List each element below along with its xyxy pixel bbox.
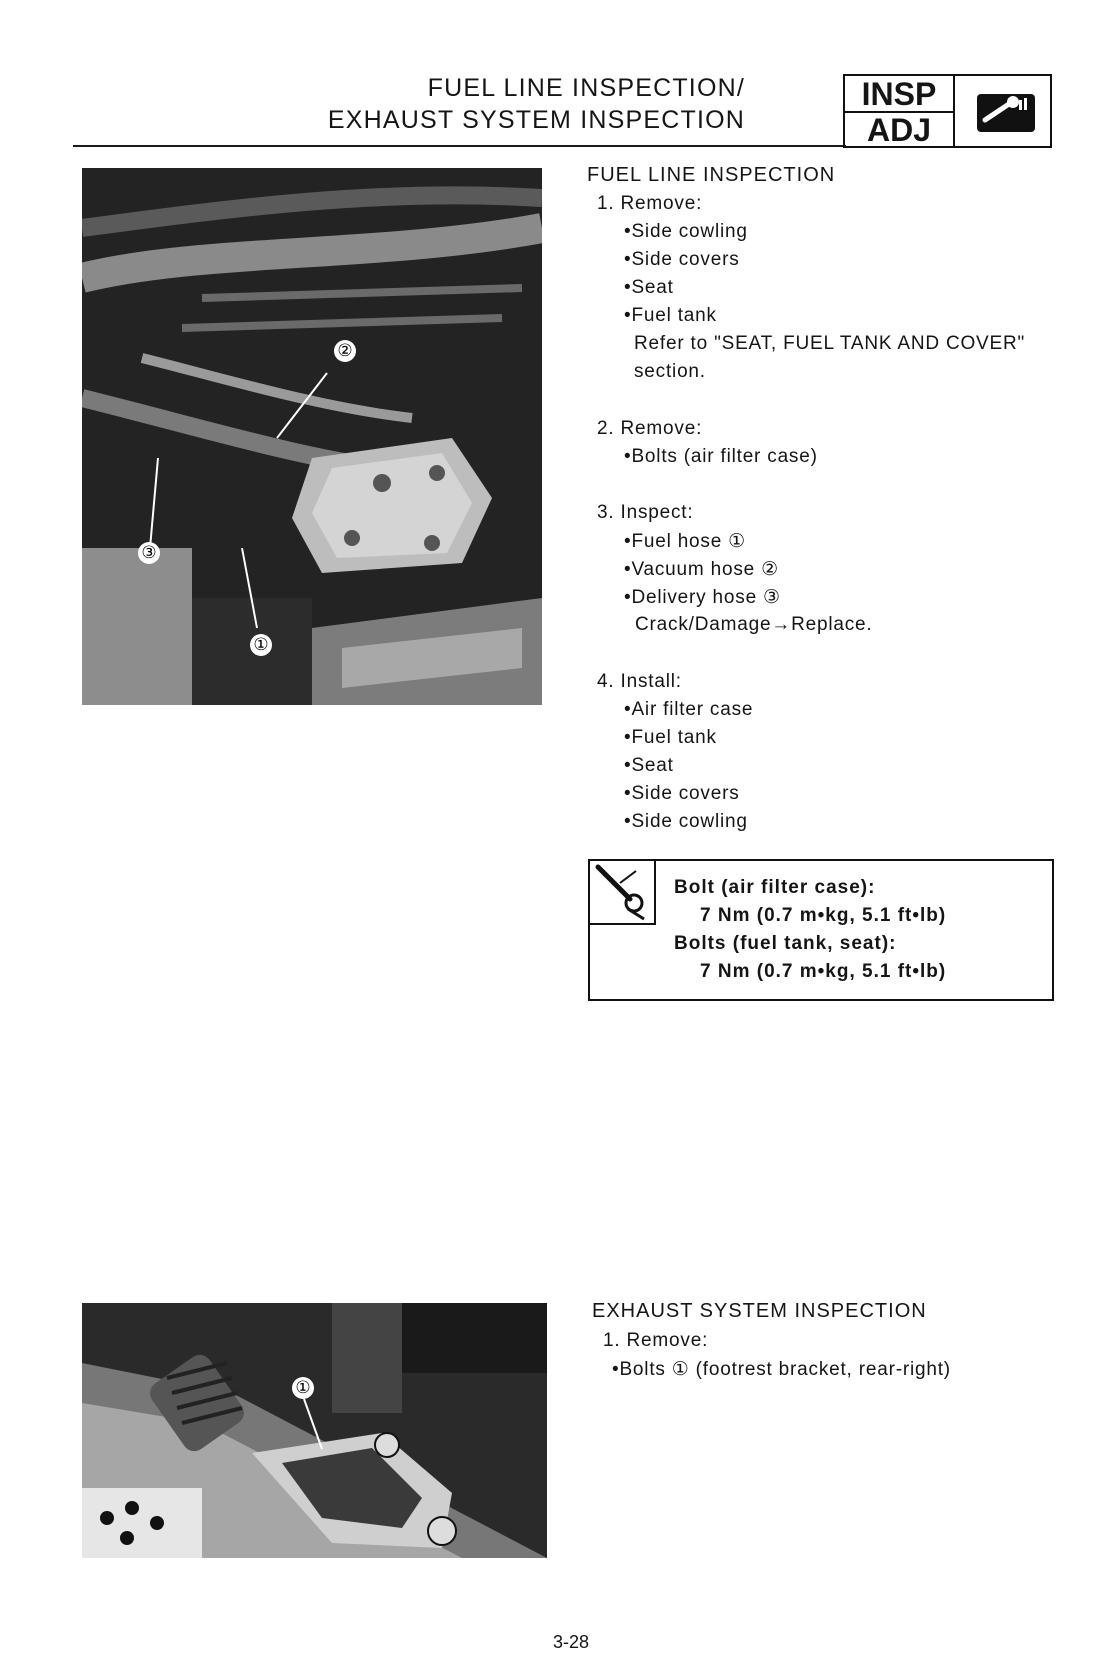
tab-insp: INSP	[845, 76, 953, 113]
page-title-line1: FUEL LINE INSPECTION/	[427, 74, 745, 102]
list-item: •Seat	[624, 755, 674, 776]
torque-spec-box	[588, 859, 1054, 1001]
list-item: •Delivery hose ③	[624, 587, 781, 608]
exhaust-step1-label: 1. Remove:	[603, 1330, 709, 1351]
callout-3: ③	[138, 542, 160, 564]
step1-note: Refer to "SEAT, FUEL TANK AND COVER"	[634, 333, 1026, 354]
list-item: •Vacuum hose ②	[624, 559, 779, 580]
list-item: •Side cowling	[624, 811, 748, 832]
callout-2: ②	[334, 340, 356, 362]
step1-note-cont: section.	[634, 361, 706, 382]
fuel-line-heading: FUEL LINE INSPECTION	[587, 164, 836, 186]
exhaust-heading: EXHAUST SYSTEM INSPECTION	[592, 1300, 927, 1322]
list-item: •Bolts (air filter case)	[624, 446, 818, 467]
torque-value-2: 7 Nm (0.7 m•kg, 5.1 ft•lb)	[700, 961, 947, 982]
wrench-adjust-icon	[953, 76, 1052, 146]
step4-label: 4. Install:	[597, 671, 682, 692]
list-item: •Side cowling	[624, 221, 748, 242]
torque-value-1: 7 Nm (0.7 m•kg, 5.1 ft•lb)	[700, 905, 947, 926]
torque-label-2: Bolts (fuel tank, seat):	[674, 933, 897, 954]
list-item: •Fuel tank	[624, 305, 717, 326]
list-item: •Fuel tank	[624, 727, 717, 748]
step2-label: 2. Remove:	[597, 418, 703, 439]
step3-label: 3. Inspect:	[597, 502, 694, 523]
torque-wrench-icon	[590, 861, 656, 925]
list-item: •Seat	[624, 277, 674, 298]
list-item: •Side covers	[624, 783, 740, 804]
fuel-line-photo	[82, 168, 542, 705]
step3-note: Crack/Damage→Replace.	[635, 614, 873, 635]
tab-adj: ADJ	[866, 112, 931, 148]
callout-1: ①	[250, 634, 272, 656]
list-item: •Side covers	[624, 249, 740, 270]
section-tab	[843, 74, 1052, 148]
page-number: 3-28	[553, 1632, 590, 1652]
list-item: •Air filter case	[624, 699, 754, 720]
page-title-line2: EXHAUST SYSTEM INSPECTION	[327, 106, 745, 134]
callout-1: ①	[292, 1377, 314, 1399]
step1-label: 1. Remove:	[597, 193, 703, 214]
list-item: •Bolts ① (footrest bracket, rear-right)	[612, 1359, 951, 1380]
footrest-bracket-photo	[82, 1303, 547, 1558]
header-rule	[73, 145, 846, 147]
torque-label-1: Bolt (air filter case):	[674, 877, 876, 898]
list-item: •Fuel hose ①	[624, 531, 747, 552]
